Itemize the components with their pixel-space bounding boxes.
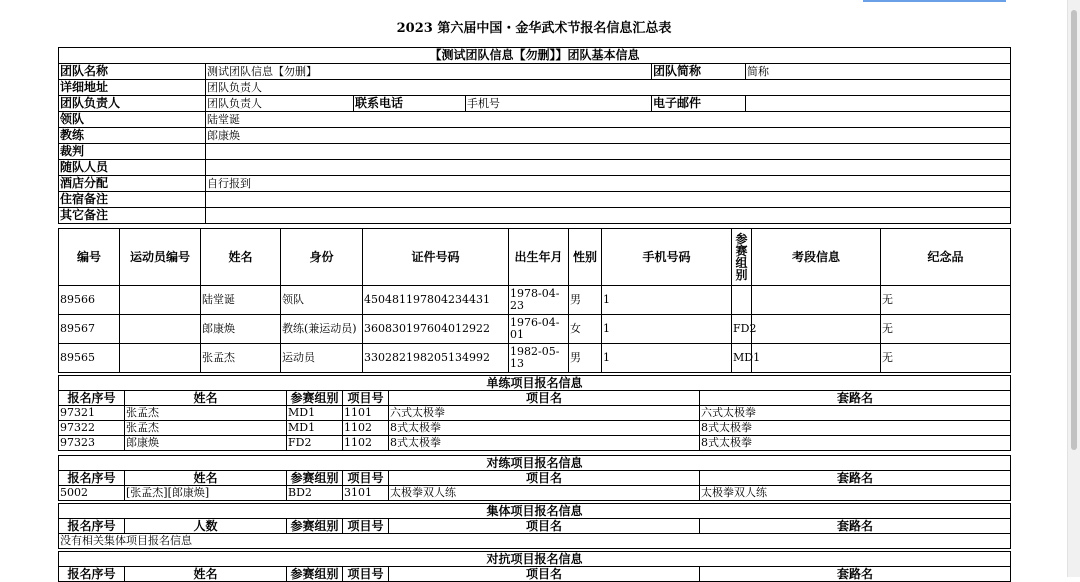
table-cell: 郎康焕 [125,436,287,451]
column-header: 人数 [125,519,287,534]
pair-events-table [58,455,1011,501]
table-cell: MD1 [287,406,343,421]
member-cell: 男 [569,344,602,373]
column-header: 报名序号 [59,391,125,406]
column-header: 报名序号 [59,471,125,486]
member-cell: 1976-04-01 [509,315,569,344]
member-cell: 89566 [59,286,120,315]
other-note-label: 其它备注 [59,208,206,224]
column-header: 项目名 [389,471,700,486]
member-cell: 教练(兼运动员) [281,315,363,344]
phone-value: 手机号 [466,96,652,112]
column-header: 项目名 [389,567,700,582]
leader-value: 团队负责人 [206,96,354,112]
table-cell: 8式太极拳 [700,436,1011,451]
table-cell: BD2 [287,486,343,501]
table-cell: 太极拳双人练 [700,486,1011,501]
hotel-label: 酒店分配 [59,176,206,192]
group-events-header-row [59,519,1011,534]
pair-events-title: 对练项目报名信息 [59,456,1011,471]
member-cell: 1 [602,286,732,315]
group-events-table [58,503,1011,549]
leader-label: 团队负责人 [59,96,206,112]
member-cell [120,286,201,315]
group-events-title: 集体项目报名信息 [59,504,1011,519]
member-cell [732,286,752,315]
email-label: 电子邮件 [652,96,746,112]
single-events-header-row [59,391,1011,406]
table-cell: 1101 [343,406,389,421]
referee-label: 裁判 [59,144,206,160]
member-cell: 1978-04-23 [509,286,569,315]
member-cell: 陆堂诞 [201,286,281,315]
member-cell: 领队 [281,286,363,315]
email-value [746,96,1011,112]
column-header: 套路名 [700,471,1011,486]
member-cell: 郎康焕 [201,315,281,344]
table-cell: 张孟杰 [125,406,287,421]
member-cell: 张孟杰 [201,344,281,373]
members-table [58,228,1011,373]
member-cell: 无 [881,344,1011,373]
table-cell: 97323 [59,436,125,451]
single-events-table [58,375,1011,451]
table-cell: 8式太极拳 [389,421,700,436]
member-cell: 450481197804234431 [363,286,509,315]
members-header-cell: 纪念品 [881,229,1011,286]
member-row [59,344,1011,373]
table-cell: 张孟杰 [125,421,287,436]
column-header: 参赛组别 [287,519,343,534]
lodging-note-value [206,192,1011,208]
hotel-value: 自行报到 [206,176,1011,192]
column-header: 项目名 [389,519,700,534]
table-cell: 1102 [343,421,389,436]
column-header: 参赛组别 [287,567,343,582]
team-short-value: 简称 [746,64,1011,80]
member-cell [752,286,881,315]
versus-events-title: 对抗项目报名信息 [59,552,1011,567]
scrollbar-thumb[interactable] [1071,10,1077,450]
coach-label: 教练 [59,128,206,144]
group-events-empty: 没有相关集体项目报名信息 [59,534,1011,549]
member-cell: 男 [569,286,602,315]
member-cell [752,344,881,373]
table-row [59,436,1011,451]
column-header: 姓名 [125,391,287,406]
staff-label: 随队人员 [59,160,206,176]
member-cell: FD2 [732,315,752,344]
member-cell: 360830197604012922 [363,315,509,344]
column-header: 报名序号 [59,519,125,534]
top-accent-bar [863,0,1006,2]
pair-events-header-row [59,471,1011,486]
members-header-cell: 参赛组别 [732,229,752,286]
column-header: 项目号 [343,471,389,486]
member-cell: 无 [881,286,1011,315]
member-row [59,315,1011,344]
captain-value: 陆堂诞 [206,112,1011,128]
member-cell: 1 [602,344,732,373]
team-section-title: 【测试团队信息【勿删】】团队基本信息 [59,48,1011,64]
member-cell: 89567 [59,315,120,344]
member-cell: 330282198205134992 [363,344,509,373]
table-row [59,486,1011,501]
column-header: 项目名 [389,391,700,406]
member-cell [120,344,201,373]
team-info-table [58,47,1011,224]
column-header: 项目号 [343,519,389,534]
column-header: 套路名 [700,567,1011,582]
column-header: 报名序号 [59,567,125,582]
members-header-cell: 证件号码 [363,229,509,286]
column-header: 参赛组别 [287,391,343,406]
table-cell: 97321 [59,406,125,421]
address-value: 团队负责人 [206,80,1011,96]
team-short-label: 团队简称 [652,64,746,80]
column-header: 姓名 [125,567,287,582]
table-cell: [张孟杰][郎康焕] [125,486,287,501]
members-header-cell: 出生年月 [509,229,569,286]
table-cell: 5002 [59,486,125,501]
member-row [59,286,1011,315]
member-cell: 女 [569,315,602,344]
column-header: 套路名 [700,519,1011,534]
column-header: 项目号 [343,567,389,582]
table-cell: MD1 [287,421,343,436]
table-cell: 太极拳双人练 [389,486,700,501]
column-header: 套路名 [700,391,1011,406]
table-cell: 六式太极拳 [389,406,700,421]
member-cell: MD1 [732,344,752,373]
phone-label: 联系电话 [354,96,466,112]
page-title: 2023 第六届中国・金华武术节报名信息汇总表 [396,21,672,36]
table-cell: 六式太极拳 [700,406,1011,421]
members-header-cell: 性别 [569,229,602,286]
member-cell [120,315,201,344]
member-cell: 无 [881,315,1011,344]
table-cell: FD2 [287,436,343,451]
vertical-scrollbar[interactable] [1067,0,1080,577]
team-name-label: 团队名称 [59,64,206,80]
column-header: 姓名 [125,471,287,486]
versus-events-table [58,551,1011,582]
members-header-cell: 姓名 [201,229,281,286]
lodging-note-label: 住宿备注 [59,192,206,208]
members-header-cell: 身份 [281,229,363,286]
member-cell: 1982-05-13 [509,344,569,373]
single-events-title: 单练项目报名信息 [59,376,1011,391]
address-label: 详细地址 [59,80,206,96]
member-cell [752,315,881,344]
table-cell: 97322 [59,421,125,436]
column-header: 项目号 [343,391,389,406]
captain-label: 领队 [59,112,206,128]
table-row [59,421,1011,436]
table-cell: 8式太极拳 [700,421,1011,436]
referee-value [206,144,1011,160]
staff-value [206,160,1011,176]
table-cell: 1102 [343,436,389,451]
members-header-cell: 手机号码 [602,229,732,286]
member-cell: 运动员 [281,344,363,373]
member-cell: 89565 [59,344,120,373]
members-header-cell: 编号 [59,229,120,286]
versus-events-header-row [59,567,1011,582]
other-note-value [206,208,1011,224]
table-cell: 8式太极拳 [389,436,700,451]
team-name-value: 测试团队信息【勿删】 [206,64,652,80]
column-header: 参赛组别 [287,471,343,486]
table-row [59,406,1011,421]
members-header-cell: 运动员编号 [120,229,201,286]
members-header-cell: 考段信息 [752,229,881,286]
table-cell: 3101 [343,486,389,501]
coach-value: 郎康焕 [206,128,1011,144]
member-cell: 1 [602,315,732,344]
